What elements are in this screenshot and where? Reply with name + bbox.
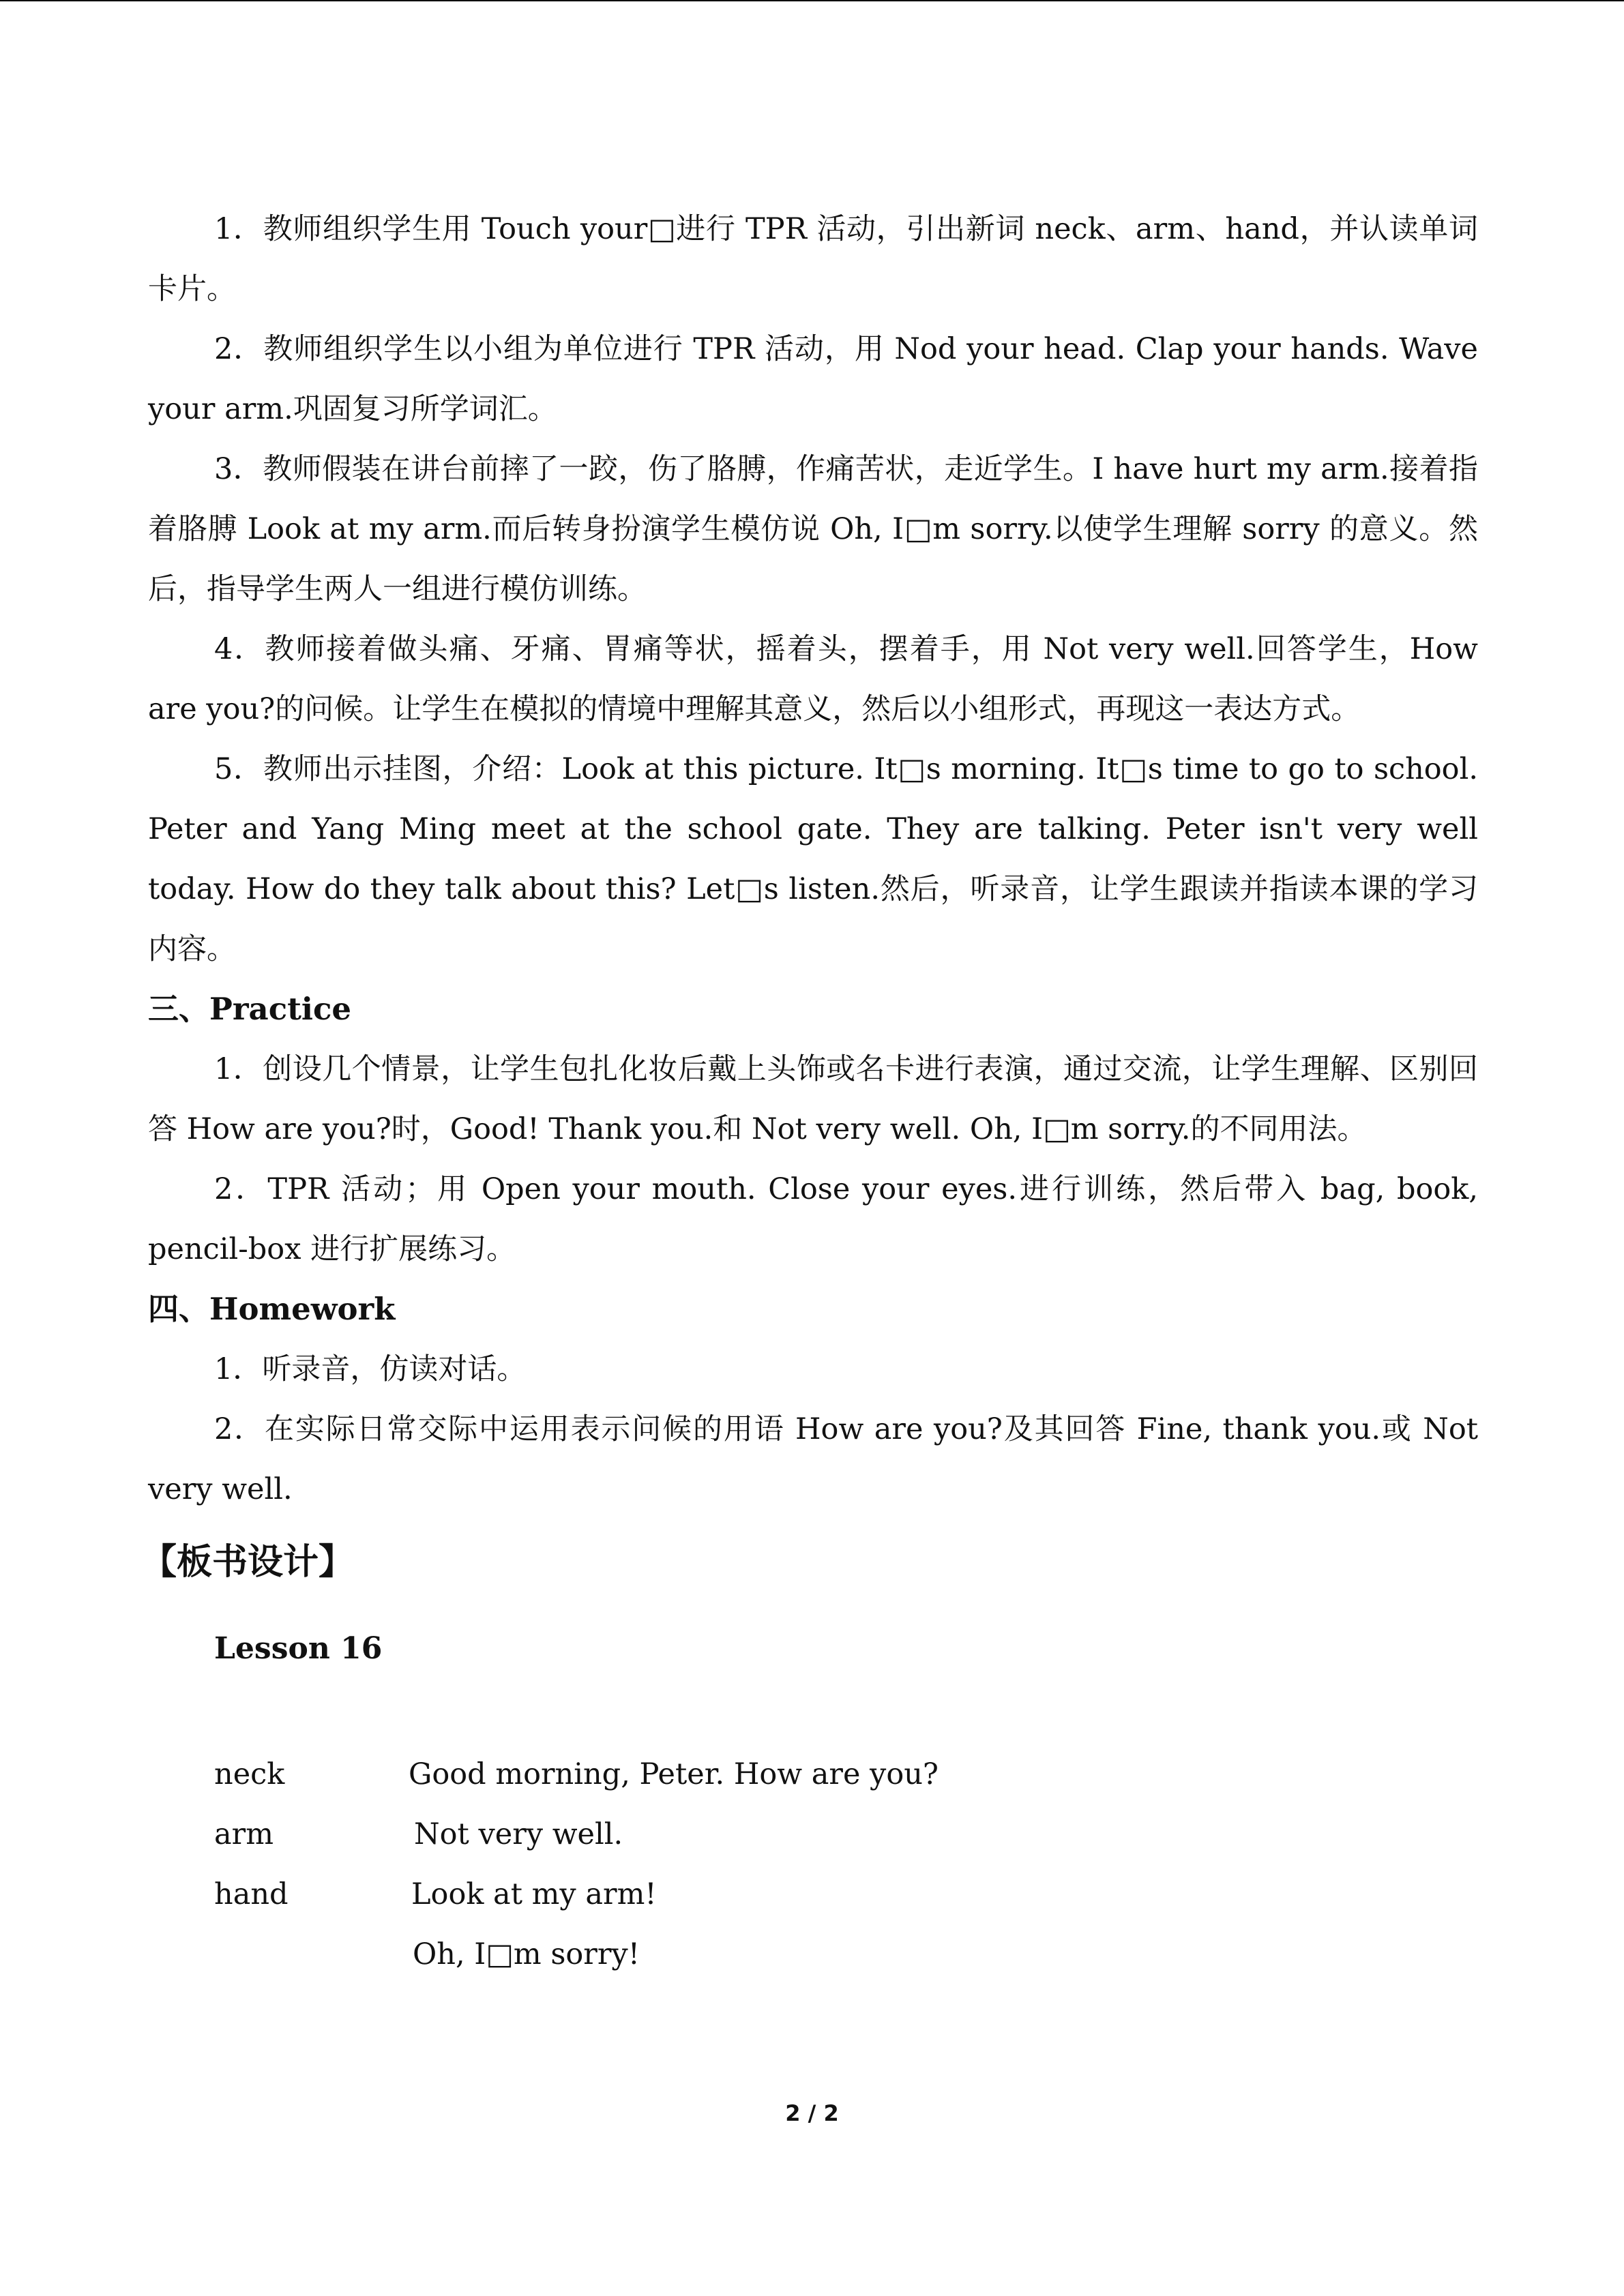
board-word: neck [214, 1757, 285, 1791]
board-sentence: Oh, I□m sorry! [413, 1937, 640, 1971]
board-design-title: 【板书设计】 [141, 1541, 355, 1583]
procedure-step-1: 1．教师组织学生用 Touch your□进行 TPR 活动，引出新词 neck、arm、hand，并认读单词卡片。 [148, 212, 1478, 306]
practice-heading: 三、Practice [148, 991, 352, 1027]
board-row [214, 1864, 1478, 1924]
procedure-step-4: 4．教师接着做头痛、牙痛、胃痛等状，摇着头，摆着手，用 Not very well.回答学生，How are you?的问候。让学生在模拟的情境中理解其意义，然后以小组形式，再现这一表达方式。 [148, 632, 1478, 726]
practice-item-1: 1．创设几个情景，让学生包扎化妆后戴上头饰或名卡进行表演，通过交流，让学生理解、区别回答 How are you?时，Good! Thank you.和 Not very well. Oh, I□m sorry.的不同用法。 [148, 1052, 1478, 1146]
board-sentence: Not very well. [414, 1817, 623, 1851]
board-word: arm [214, 1817, 274, 1851]
procedure-step-2: 2．教师组织学生以小组为单位进行 TPR 活动，用 Nod your head. Clap your hands. Wave your arm.巩固复习所学词汇。 [148, 332, 1478, 426]
board-sentence: Look at my arm! [411, 1877, 657, 1911]
board-row [214, 1804, 1478, 1864]
board-row [214, 1744, 1478, 1804]
board-word: hand [214, 1877, 289, 1911]
lesson-title: Lesson 16 [214, 1631, 383, 1666]
practice-item-2: 2．TPR 活动；用 Open your mouth. Close your eyes.进行训练，然后带入 bag, book, pencil-box 进行扩展练习。 [148, 1172, 1478, 1266]
homework-heading: 四、Homework [148, 1291, 396, 1327]
board-word [214, 1924, 409, 1984]
board-sentence: Good morning, Peter. How are you? [409, 1757, 939, 1791]
homework-item-1: 1．听录音，仿读对话。 [214, 1352, 527, 1386]
board-design [214, 1744, 1478, 1984]
homework-item-2: 2．在实际日常交际中运用表示问候的用语 How are you?及其回答 Fine, thank you.或 Not very well. [148, 1412, 1478, 1506]
document-body [141, 199, 1478, 1984]
procedure-step-5: 5．教师出示挂图，介绍：Look at this picture. It□s morning. It□s time to go to school. Peter and Yang Ming meet at the school gate. They are talking. Peter isn't very well today. How do they talk about this? Let□s listen.然后，听录音，让学生跟读并指读本课的学习内容。 [148, 752, 1478, 966]
page-number: 2 / 2 [785, 2100, 839, 2126]
board-row [214, 1924, 1478, 1984]
procedure-step-3: 3．教师假装在讲台前摔了一跤，伤了胳膊，作痛苦状，走近学生。I have hurt my arm.接着指着胳膊 Look at my arm.而后转身扮演学生模仿说 Oh, I□m sorry.以使学生理解 sorry 的意义。然后，指导学生两人一组进行模仿训练。 [148, 452, 1478, 606]
